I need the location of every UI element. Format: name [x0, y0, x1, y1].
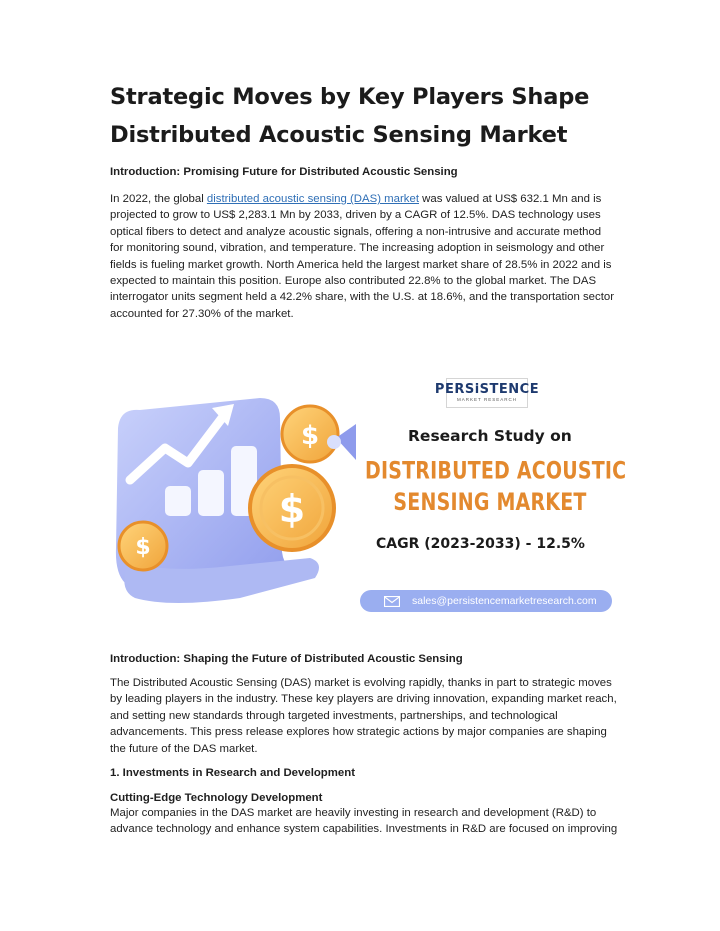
page-title: [110, 78, 630, 154]
intro-line-5: fields is fueling market growth. North America held the largest market share of 28.5% in 2022 and is: [110, 258, 612, 271]
email-address: sales@persistencemarketresearch.com: [412, 595, 597, 607]
market-title: DISTRIBUTED ACOUSTIC SENSING MARKET: [365, 457, 627, 516]
section-heading-future: Introduction: Shaping the Future of Distributed Acoustic Sensing: [110, 653, 463, 665]
section-heading-rnd: 1. Investments in Research and Development: [110, 767, 355, 779]
cagr-label: CAGR (2023-2033) - 12.5%: [376, 536, 585, 552]
intro-line-7: interrogator units segment held a 42.2% share, with the U.S. at 18.6%, and the transportation sector: [110, 291, 615, 304]
persistence-logo: PERSiSTENCE MARKET RESEARCH: [446, 378, 528, 408]
title-line-1: Strategic Moves by Key Players Shape: [110, 84, 590, 110]
intro-line-2: projected to grow to US$ 2,283.1 Mn by 2033, driven by a CAGR of 12.5%. DAS technology uses: [110, 209, 601, 222]
intro-line-3: optical fibers to detect and analyze acoustic signals, offering a non-intrusive and accurate method: [110, 225, 602, 238]
intro-paragraph: [110, 191, 615, 322]
title-line-2: Distributed Acoustic Sensing Market: [110, 122, 568, 148]
das-market-link[interactable]: distributed acoustic sensing (DAS) market: [206, 193, 419, 205]
envelope-icon: [384, 596, 400, 607]
intro-heading: Introduction: Promising Future for Distributed Acoustic Sensing: [110, 166, 458, 178]
intro-line-6: expected to maintain this position. Europe also contributed 22.8% to the global market. The DAS: [110, 275, 597, 288]
intro-line-1: In 2022, the global distributed acoustic sensing (DAS) market was valued at US$ 632.1 Mn and is: [110, 193, 602, 205]
research-study-title: Research Study on: [408, 427, 572, 445]
svg-text:$: $: [300, 421, 320, 451]
chart-illustration: [110, 368, 360, 618]
svg-text:$: $: [278, 487, 306, 531]
subheading-technology: Cutting-Edge Technology Development: [110, 792, 323, 804]
bar-1: [165, 486, 191, 516]
intro-line-4: for monitoring sound, vibration, and temperature. The increasing adoption in seismology and other: [110, 242, 605, 255]
intro-line-8: accounted for 27.30% of the market.: [110, 307, 294, 320]
research-banner: [110, 338, 627, 638]
future-paragraph: The Distributed Acoustic Sensing (DAS) market is evolving rapidly, thanks in part to strategic moves by leading players in the industry. These key players are driving innovation, expanding market reach, and setting new standards through targeted investments, partnerships, and technological advancements. This press release explores how strategic actions by major companies are shaping the future of the DAS market.: [110, 677, 617, 755]
email-bar[interactable]: [360, 590, 612, 612]
bar-2: [198, 470, 224, 516]
rnd-paragraph: Major companies in the DAS market are heavily investing in research and development (R&D) to advance technology and enhance system capabilities. Investments in R&D are focused on improving: [110, 807, 618, 836]
svg-text:$: $: [135, 535, 151, 560]
